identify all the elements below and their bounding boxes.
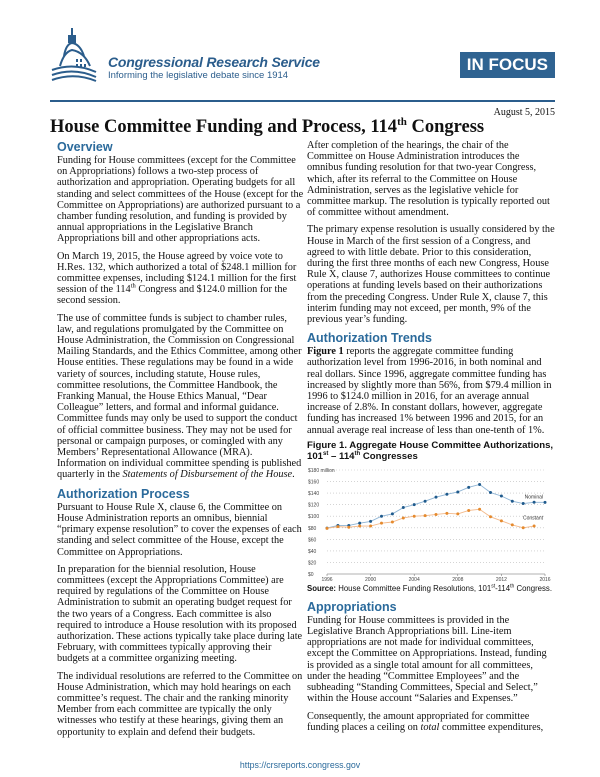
heading-authorization-trends: Authorization Trends bbox=[307, 331, 432, 346]
publication-name: Statements of Disbursement of the House bbox=[122, 469, 293, 481]
figure-title bbox=[307, 440, 555, 462]
text: Congress. bbox=[514, 583, 552, 593]
svg-text:$60: $60 bbox=[308, 537, 317, 544]
svg-text:Nominal: Nominal bbox=[524, 494, 543, 501]
figure-reference: Figure 1 bbox=[307, 346, 344, 358]
appropriations-paragraph-2 bbox=[307, 711, 555, 733]
text: reports the aggregate committee funding authorization level from 1996-2016, in both nominal and real dollars. Since 1996, aggregate committee funding has increased by slightly more than 56%, from $79.4 million in 1996 to $124.0 million in 2016, for an average annual increase of 2.8%. In constant dollars, however, aggregate funding has increased 1% between 1996 and 2015, for an annual average real increase of less than one-tenth of 1%. bbox=[307, 346, 552, 436]
trends-paragraph-1 bbox=[307, 346, 555, 436]
left-column bbox=[57, 140, 305, 744]
text: On March 19, 2015, the House agreed by voice vote to H.Res. 132, which authorized a total of $248.1 million for committee expenses, including $124.1 million for the first session of the 114 bbox=[57, 250, 297, 296]
superscript: th bbox=[354, 450, 361, 457]
svg-text:2016: 2016 bbox=[539, 576, 551, 582]
page-title bbox=[50, 117, 484, 138]
text: Congress and $124.0 million for the second session. bbox=[57, 284, 288, 307]
text: Consequently, the amount appropriated for committee funding places a ceiling on bbox=[307, 710, 530, 733]
appropriations-paragraph-1: Funding for House committees is provided in the Legislative Branch Appropriations bill. Line-item appropriations are not made for individual committees, except the Committee on Appropriations. Instead, funding is provided as a single total amount for all committees, under the heading “Committee Employees” and the subheading “Standing Committees, Special and Select,” within the House account “Salaries and Expenses.” bbox=[307, 614, 547, 705]
svg-text:$20: $20 bbox=[308, 560, 317, 567]
svg-text:$40: $40 bbox=[308, 548, 317, 555]
superscript: th bbox=[510, 583, 515, 590]
auth-process-paragraph-2: In preparation for the biennial resolution, House committees (except the Appropriations Committee) are required by regulations of the Committee on House Administration to submit an operating budget request for the two years of a Congress. Each committee is also required to introduce a House resolution with its proposed authorization. These actions typically take place during late February, with committees typically approving their budgets at a committee organizing meeting. bbox=[57, 563, 303, 665]
capitol-dome-icon bbox=[50, 26, 98, 82]
overview-paragraph-1: Funding for House committees (except for the Committee on Appropriations) follows a two-step process of authorization and appropriation. Operating budgets for all standing and select committees of the House (except for the Committee on Appropriations) are authorized pursuant to a chamber funding resolution, and funding is provided by annual appropriations in the Legislative Branch Appropriations bill and other appropriations acts. bbox=[57, 155, 304, 245]
auth-process-paragraph-4: After completion of the hearings, the chair of the Committee on House Administration introduces the omnibus funding resolution for that two-year Congress, which, after its referral to the Committee on House Administration, serves as the legislative vehicle for committee markup. The resolution is typically reported out of committee without amendment. bbox=[307, 140, 550, 219]
svg-text:Constant: Constant bbox=[522, 515, 543, 522]
auth-process-paragraph-1: Pursuant to House Rule X, clause 6, the Committee on House Administration reports an omnibus, biennial “primary expense resolution” to cover the expenses of each standing and select committee of the House, except the Committee on Appropriations. bbox=[57, 501, 302, 558]
text: – 114 bbox=[328, 450, 355, 462]
title-superscript: th bbox=[397, 115, 407, 128]
auth-process-paragraph-3: The individual resolutions are referred to the Committee on House Administration, which may hold hearings on each committee’s request. The chair and the ranking minority Member from each committee are typically the only witnesses who testify at these hearings, giving them an opportunity to explain and defend their budgets. bbox=[57, 670, 303, 738]
text: Information on individual committee spending is published quarterly in the bbox=[57, 458, 302, 481]
heading-authorization-process: Authorization Process bbox=[57, 486, 190, 501]
svg-text:2012: 2012 bbox=[495, 576, 507, 582]
text: Figure 1. Aggregate House Committee Authorizations, 101 bbox=[307, 439, 554, 462]
footer-url[interactable]: https://crsreports.congress.gov bbox=[239, 760, 361, 770]
svg-text:$160: $160 bbox=[308, 479, 320, 486]
org-name: Congressional Research Service bbox=[108, 54, 320, 70]
heading-appropriations: Appropriations bbox=[307, 599, 397, 614]
funding-line-chart bbox=[307, 464, 555, 582]
superscript: th bbox=[130, 282, 136, 290]
text: House Committee Funding Resolutions, 101 bbox=[336, 583, 492, 593]
emphasis: total bbox=[420, 721, 440, 733]
source-label: Source: bbox=[307, 583, 337, 593]
org-tagline: Informing the legislative debate since 1914 bbox=[108, 70, 289, 81]
in-focus-badge: IN FOCUS bbox=[460, 52, 555, 78]
overview-paragraph-2 bbox=[57, 251, 305, 307]
text: Congresses bbox=[360, 450, 418, 462]
overview-paragraph-3: The use of committee funds is subject to chamber rules, law, and regulations promulgated by the Committee on House Administration, the Commission on Congressional Mailing Standards, and the Ethics Committee, among other House entities. These regulations may be found in a wide variety of sources, including statute, House rules, committee resolutions, the Committee Handbook, the Franking Manual, the House Ethics Manual, “Dear Colleague” letters, and formal and informal guidance. Committee funds may only be used to support the conduct of official committee business. They may not be used for personal or campaign purposes, or comingled with any Members’ Representational Allowance (MRA). bbox=[57, 312, 302, 459]
svg-text:1996: 1996 bbox=[321, 576, 333, 582]
svg-text:$140: $140 bbox=[308, 490, 320, 497]
figure-source bbox=[307, 584, 555, 594]
title-text-end: Congress bbox=[406, 117, 485, 137]
heading-overview: Overview bbox=[57, 140, 113, 154]
superscript: st bbox=[323, 450, 329, 457]
svg-text:$80: $80 bbox=[308, 525, 317, 532]
svg-text:$180 million: $180 million bbox=[308, 467, 335, 474]
title-text: House Committee Funding and Process, 114 bbox=[50, 117, 398, 137]
page-header bbox=[50, 20, 555, 90]
right-column bbox=[307, 140, 555, 739]
text: -114 bbox=[495, 583, 511, 593]
header-divider bbox=[50, 100, 555, 102]
svg-text:2008: 2008 bbox=[452, 576, 464, 582]
auth-process-paragraph-5: The primary expense resolution is usually considered by the House in March of the first session of a Congress, and agreed to with little debate. Prior to this consideration, during the first three months of each new Congress, House Rule X, clause 7, authorizes House committees to continue operations at funding levels based on their authorizations from the preceding Congress. Under Rule X, clause 7, this interim funding may not exceed, per month, 9% of the previous year’s funding. bbox=[307, 224, 555, 326]
svg-text:$100: $100 bbox=[308, 514, 320, 521]
overview-paragraph-4 bbox=[57, 458, 305, 480]
svg-text:2000: 2000 bbox=[365, 576, 377, 582]
svg-text:2004: 2004 bbox=[408, 576, 420, 582]
text: committee expenditures, bbox=[439, 721, 544, 733]
svg-text:$120: $120 bbox=[308, 502, 320, 509]
publication-date: August 5, 2015 bbox=[493, 107, 555, 118]
text: . bbox=[292, 469, 295, 481]
svg-text:$0: $0 bbox=[308, 571, 314, 578]
superscript: st bbox=[491, 583, 496, 590]
